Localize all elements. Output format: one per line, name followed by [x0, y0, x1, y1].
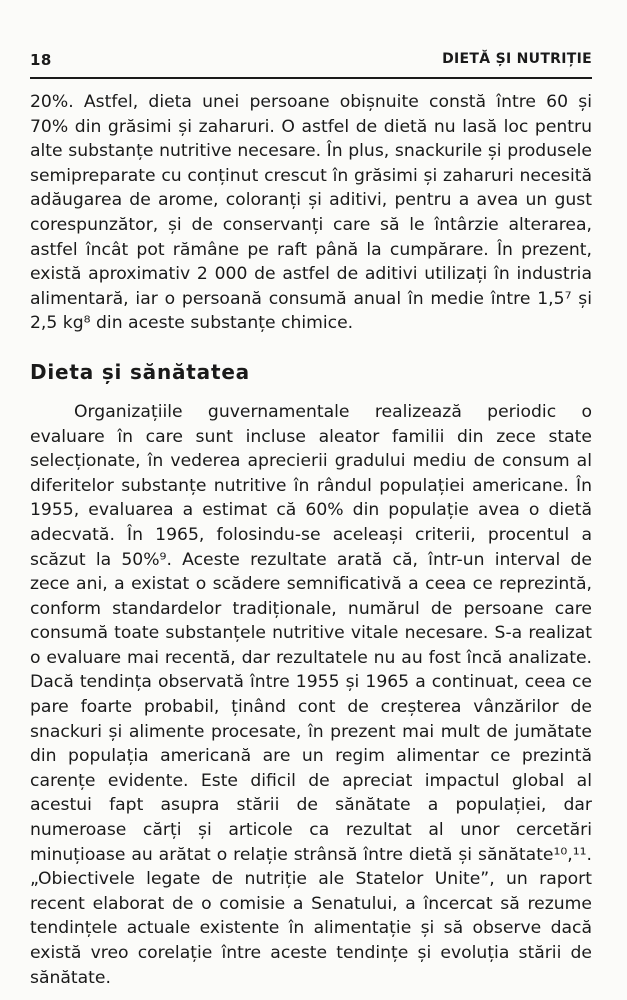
body-paragraph: 20%. Astfel, dieta unei persoane obișnuite constă între 60 și 70% din grăsimi și zaharuri. O astfel de dietă nu lasă loc pentru alte substanțe nutritive necesare. În plus, snackurile și produsele semipreparate cu conținut crescut în grăsimi și zaharuri necesită adăugarea de arome, coloranți și aditivi, pentru a avea un gust corespunzător, și de conservanți care să le întârzie alterarea, astfel încât pot rămâne pe raft până la cumpărare. În prezent, există aproximativ 2 000 de astfel de aditivi utilizați în industria alimentară, iar o persoană consumă anual în medie între 1,5⁷ și 2,5 kg⁸ din aceste substanțe chimice.: [30, 92, 592, 334]
running-title: DIETĂ ȘI NUTRIȚIE: [442, 51, 592, 67]
page-number: 18: [30, 51, 52, 69]
body-paragraph: Organizațiile guvernamentale realizează periodic o evaluare în care sunt incluse aleator familii din zece state selecționate, în vederea aprecierii gradului mediu de consum al diferitelor substanțe nutritive în rândul populației americane. În 1955, evaluarea a estimat că 60% din populație avea o dietă adecvată. În 1965, folosindu-se aceleași criterii, procentul a scăzut la 50%⁹. Aceste rezultate arată că, într-un interval de zece ani, a existat o scădere semnificativă a ceea ce reprezintă, conform standardelor tradiționale, numărul de persoane care consumă toate substanțele nutritive vitale necesare. S-a realizat o evaluare mai recentă, dar rezultatele nu au fost încă analizate. Dacă tendința observată între 1955 și 1965 a continuat, ceea ce pare foarte probabil, ținând cont de creșterea vânzărilor de snackuri și alimente procesate, în prezent mai mult de jumătate din populația americană are un regim alimentar ce prezintă carențe evidente. Este dificil de apreciat impactul global al acestui fapt asupra stării de sănătate a populației, dar numeroase cărți și articole ca rezultat al unor cercetări minuțioase au arătat o relație strânsă între dietă și sănătate¹⁰,¹¹. „Obiectivele legate de nutriție ale Statelor Unite”, un raport recent elaborat de o comisie a Senatului, a încercat să rezume tendințele actuale existente în alimentație și să observe dacă există vreo corelație între aceste tendințe și evoluția stării de sănătate.: [30, 401, 592, 988]
page-header: [30, 47, 592, 79]
section-heading: Dieta și sănătatea: [30, 359, 250, 384]
page-content: [30, 90, 592, 990]
